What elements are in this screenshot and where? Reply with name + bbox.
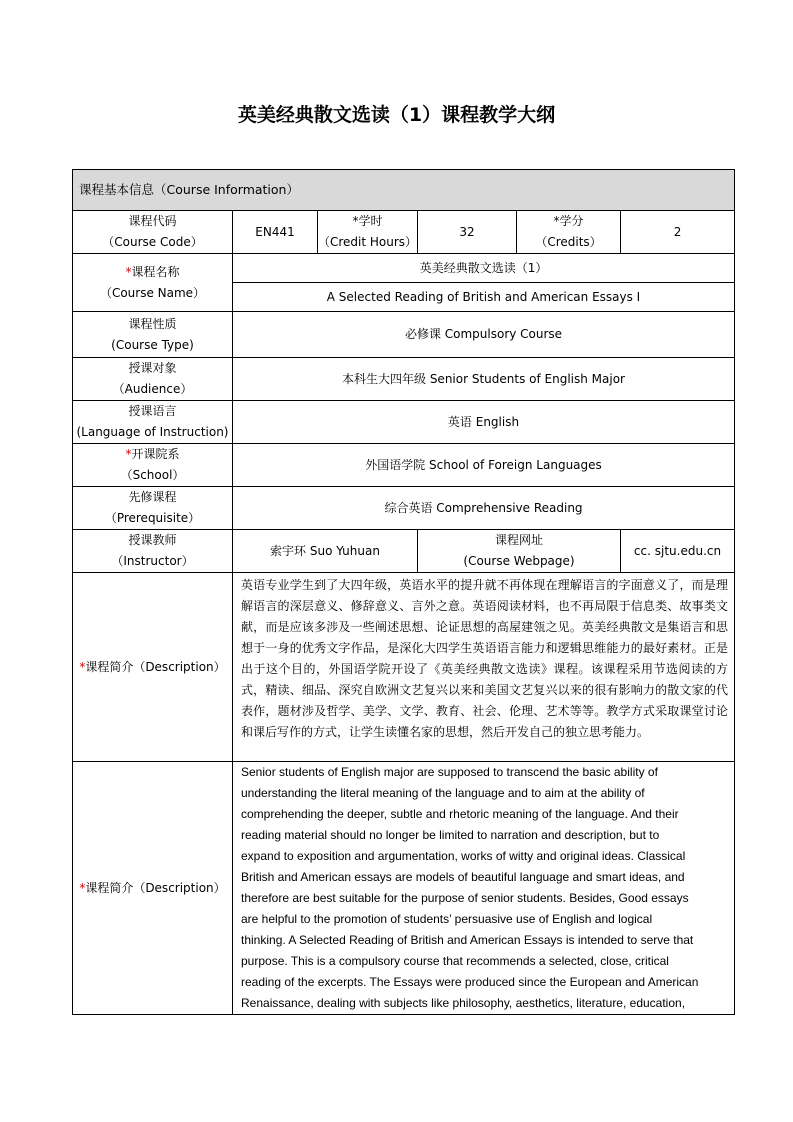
description-line: reading of the excerpts. The Essays were produced since the European and American	[241, 975, 699, 989]
language-label: 授课语言 (Language of Instruction)	[73, 401, 233, 444]
audience-label: 授课对象 （Audience）	[73, 358, 233, 401]
credits-value: 2	[621, 211, 735, 254]
webpage-label: 课程网址 (Course Webpage)	[418, 530, 621, 573]
language-value: 英语 English	[233, 401, 735, 444]
section-header: 课程基本信息（Course Information）	[73, 170, 735, 211]
course-info-table	[72, 169, 735, 1015]
credit-hours-label: *学时 （Credit Hours）	[318, 211, 418, 254]
course-name-label: *课程名称 （Course Name）	[73, 254, 233, 312]
description-line: Renaissance, dealing with subjects like philosophy, aesthetics, literature, education,	[241, 996, 686, 1010]
course-type-label: 课程性质 (Course Type)	[73, 312, 233, 358]
school-value: 外国语学院 School of Foreign Languages	[233, 444, 735, 487]
document-title: 英美经典散文选读（1）课程教学大纲	[237, 104, 556, 126]
prerequisite-value: 综合英语 Comprehensive Reading	[233, 487, 735, 530]
description-line: Senior students of English major are supposed to transcend the basic ability of	[241, 765, 658, 779]
description-line: are helpful to the promotion of students’ persuasive use of English and logical	[241, 912, 653, 926]
credits-label: *学分 （Credits）	[517, 211, 621, 254]
description-line: therefore are best suitable for the purpose of senior students. Besides, Good essays	[241, 891, 689, 905]
description-zh-label: *课程简介（Description）	[73, 573, 233, 762]
credit-hours-value: 32	[418, 211, 517, 254]
description-line: expand to exposition and argumentation, works of witty and original ideas. Classical	[241, 849, 686, 863]
course-code-value: EN441	[233, 211, 318, 254]
course-name-zh: 英美经典散文选读（1）	[233, 254, 735, 283]
description-line: British and American essays are models of beautiful language and smart ideas, and	[241, 870, 685, 884]
course-code-label: 课程代码 （Course Code）	[73, 211, 233, 254]
description-line: thinking. A Selected Reading of British and American Essays is intended to serve that	[241, 933, 694, 947]
description-en-label: *课程简介（Description）	[73, 762, 233, 1015]
description-line: purpose. This is a compulsory course that recommends a selected, close, critical	[241, 954, 669, 968]
audience-value: 本科生大四年级 Senior Students of English Major	[233, 358, 735, 401]
course-type-value: 必修课 Compulsory Course	[233, 312, 735, 358]
instructor-label: 授课教师 （Instructor）	[73, 530, 233, 573]
course-name-en: A Selected Reading of British and American Essays I	[233, 283, 735, 312]
webpage-value: cc. sjtu.edu.cn	[621, 530, 735, 573]
school-label: *开课院系 （School）	[73, 444, 233, 487]
description-line: comprehending the deeper, subtle and rhetoric meaning of the language. And their	[241, 807, 679, 821]
description-line: reading material should no longer be limited to narration and description, but to	[241, 828, 660, 842]
description-en-text	[233, 762, 735, 1015]
description-line: understanding the literal meaning of the language and to aim at the ability of	[241, 786, 645, 800]
instructor-value: 索宇环 Suo Yuhuan	[233, 530, 418, 573]
description-zh-text: 英语专业学生到了大四年级，英语水平的提升就不再体现在理解语言的字面意义了，而是理解语言的深层意义、修辞意义、言外之意。英语阅读材料，也不再局限于信息类、故事类文献，而是应该多涉及一些阐述思想、论证思想的高屋建瓴之见。英美经典散文是集语言和思想于一身的优秀文字作品，是深化大四学生英语语言能力和逻辑思维能力的最好素材。正是出于这个目的，外国语学院开设了《英美经典散文选读》课程。该课程采用节选阅读的方式，精读、细品、深究自欧洲文艺复兴以来和美国文艺复兴以来的很有影响力的散文家的代表作，题材涉及哲学、美学、文学、教育、社会、伦理、艺术等等。教学方式采取课堂讨论和课后写作的方式，让学生读懂名家的思想，然后开发自己的独立思考能力。	[233, 573, 735, 762]
prerequisite-label: 先修课程 （Prerequisite）	[73, 487, 233, 530]
